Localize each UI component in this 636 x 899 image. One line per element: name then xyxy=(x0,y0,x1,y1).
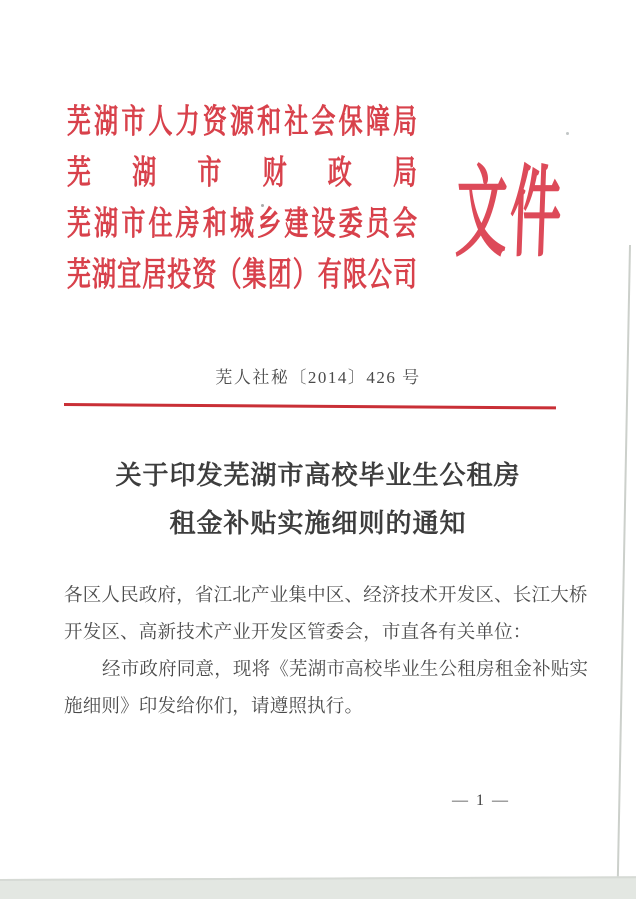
scan-noise-dot xyxy=(566,132,569,135)
document-title-line-1: 关于印发芜湖市高校毕业生公租房 xyxy=(115,461,521,490)
scan-page-edge-right xyxy=(617,245,631,890)
issuer-line-2: 芜湖市财政局 xyxy=(67,155,417,192)
body-line-4: 施细则》印发给你们，请遵照执行。 xyxy=(64,697,364,717)
doc-type-label: 文件 xyxy=(454,161,566,271)
body-line-2: 开发区、高新技术产业开发区管委会，市直各有关单位： xyxy=(64,623,532,643)
letterhead-issuer-list xyxy=(67,98,417,302)
body-line-1: 各区人民政府，省江北产业集中区、经济技术开发区、长江大桥 xyxy=(64,586,588,606)
document-body xyxy=(64,578,589,726)
issuer-line-1: 芜湖市人力资源和社会保障局 xyxy=(67,104,417,141)
body-line-3: 经市政府同意，现将《芜湖市高校毕业生公租房租金补贴实 xyxy=(102,660,589,680)
page-number: — 1 — xyxy=(452,792,510,809)
issuer-line-4: 芜湖宜居投资（集团）有限公司 xyxy=(67,257,417,294)
document-title xyxy=(0,452,636,548)
issuer-line-3: 芜湖市住房和城乡建设委员会 xyxy=(67,206,417,243)
doc-reference-number: 芜人社秘〔2014〕426 号 xyxy=(215,368,421,387)
red-separator-rule xyxy=(64,403,556,409)
scan-page-edge-bottom xyxy=(0,876,636,899)
document-title-line-2: 租金补贴实施细则的通知 xyxy=(169,509,467,538)
scan-noise-dot xyxy=(261,204,264,207)
